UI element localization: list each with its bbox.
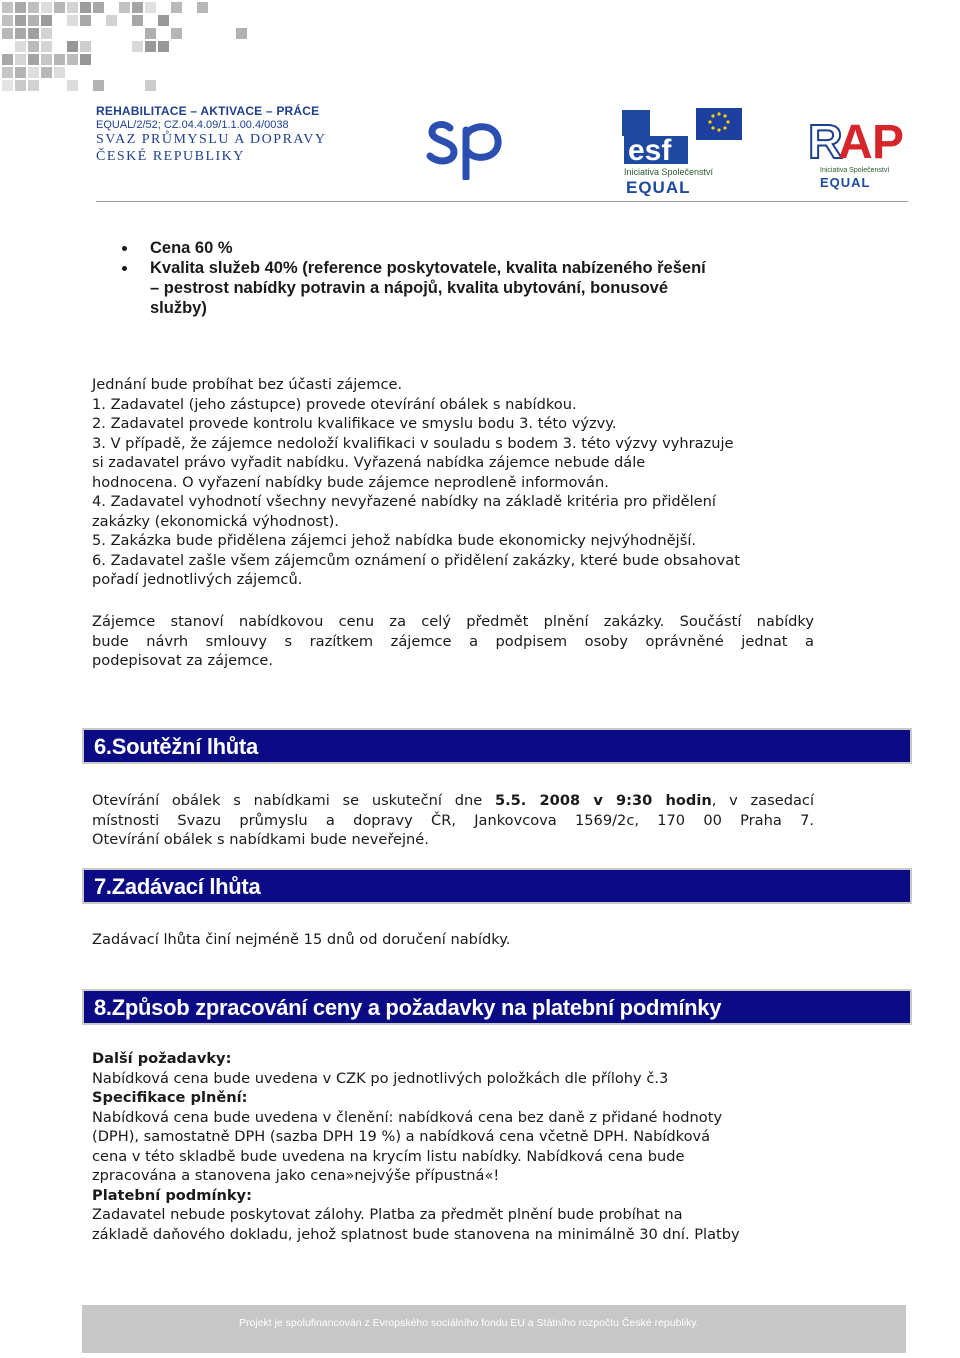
pixel-square [119,2,130,13]
bullet-icon [122,246,127,251]
svg-text:EQUAL: EQUAL [626,178,691,196]
organization-header [96,104,326,165]
pixel-square [93,80,104,91]
section-8-heading: 8.Způsob zpracování ceny a požadavky na platební podmínky [82,989,912,1025]
pixel-square [15,28,26,39]
pixel-square [2,80,13,91]
further-requirements-heading: Další požadavky: [92,1050,232,1067]
pixel-square [158,41,169,52]
esf-equal-logo-icon [622,106,746,196]
svg-text:P: P [872,116,905,169]
pixel-square [145,80,156,91]
pixel-square [80,54,91,65]
pixel-square [41,41,52,52]
pixel-square [67,80,78,91]
pixel-square [171,2,182,13]
pixel-square [2,54,13,65]
specification-heading: Specifikace plnění: [92,1089,248,1106]
pixel-square [132,15,143,26]
pixel-square [80,2,91,13]
procedure-text: Jednání bude probíhat bez účasti zájemce. 1. Zadavatel (jeho zástupce) provede otevírání obálek s nabídkou. 2. Zadavatel provede kontrolu kvalifikace ve smyslu bodu 3. této výzvy. 3. V případě, že zájemce nedoloží kvalifikaci v souladu s bodem 3. této výzvy vyhrazuje si zadavatel právo vyřadit nabídku. Vyřazená nabídka zájemce nebude dále hodnocena. O vyřazení nabídky bude zájemce neprodleně informován. 4. Zadavatel vyhodnotí všechny nevyřazené nabídky na základě kritéria pro přidělení zakázky (ekonomická výhodnost). 5. Zakázka bude přidělena zájemci jehož nabídka bude ekonomicky nejvýhodnější. 6. Zadavatel zašle všem zájemcům oznámení o přidělení zakázky, které bude obsahovat pořadí jednotlivých zájemců. [92,376,740,588]
project-name: REHABILITACE – AKTIVACE – PRÁCE [96,104,320,118]
pixel-square [67,15,78,26]
pixel-square [15,2,26,13]
pixel-square [2,28,13,39]
bullet-icon [122,266,127,271]
pixel-square [41,15,52,26]
pixel-square [28,80,39,91]
esf-subtext: Iniciativa Společenství [624,167,714,177]
section-7-text: Zadávací lhůta činí nejméně 15 dnů od doručení nabídky. [92,931,511,948]
pixel-square [236,28,247,39]
pixel-square [41,67,52,78]
project-code: EQUAL/2/52; CZ.04.4.09/1.1.00.4/0038 [96,119,289,131]
svg-text:esf: esf [628,134,672,167]
list-item: Kvalita služeb 40% (reference poskytovatele, kvalita nabízeného řešení – pestrost nabídky potravin a nápojů, kvalita ubytování, bonusové služby) [118,258,818,318]
pixel-square [28,28,39,39]
pixel-pattern-decoration [0,0,300,100]
pixel-square [15,41,26,52]
criteria-list [118,238,818,318]
pixel-square [41,28,52,39]
sp-logo-icon [424,110,508,180]
pixel-square [145,41,156,52]
pixel-square [54,54,65,65]
pixel-square [106,15,117,26]
header-divider [96,201,908,202]
pixel-square [67,54,78,65]
pixel-square [28,67,39,78]
payment-terms-heading: Platební podmínky: [92,1186,252,1204]
pixel-square [15,54,26,65]
pixel-square [145,28,156,39]
page-footer: Projekt je spolufinancován z Evropského sociálního fondu EU a Státního rozpočtu České republiky. [82,1305,906,1353]
pixel-square [28,15,39,26]
pixel-square [28,54,39,65]
pixel-square [158,15,169,26]
svg-text:Iniciativa Společenství: Iniciativa Společenství [820,167,890,174]
pixel-square [41,2,52,13]
pixel-square [80,41,91,52]
organization-name: SVAZ PRŮMYSLU A DOPRAVY [96,132,327,147]
rap-equal-logo-icon [806,106,912,192]
pixel-square [132,2,143,13]
pixel-square [171,28,182,39]
list-item: Cena 60 % [118,238,818,258]
pixel-square [80,15,91,26]
pixel-square [67,41,78,52]
pixel-square [132,41,143,52]
pixel-square [28,2,39,13]
organization-country: ČESKÉ REPUBLIKY [96,149,245,164]
pixel-square [15,67,26,78]
svg-text:R: R [808,116,843,169]
section-6-heading: 6.Soutěžní lhůta [82,728,912,764]
pixel-square [2,15,13,26]
pixel-square [41,54,52,65]
svg-text:EQUAL: EQUAL [820,175,871,190]
price-paragraph: Zájemce stanoví nabídkovou cenu za celý předmět plnění zakázky. Součástí nabídky bude návrh smlouvy s razítkem zájemce a podpisem osoby oprávněné jednat a podepisovat za zájemce. [92,613,814,669]
svg-text:A: A [838,116,873,169]
pixel-square [197,2,208,13]
pixel-square [2,2,13,13]
section-8-text: Další požadavky: Nabídková cena bude uvedena v CZK po jednotlivých položkách dle přílohy č.3 Specifikace plnění: Nabídková cena bude uvedena v členění: nabídková cena bez daně z přidané hodnoty (DPH), samostatně DPH (sazba DPH 19 %) a nabídková cena včetně DPH. Nabídková cena v této skladbě bude uvedena na krycím listu nabídky. Nabídková cena bude zpracována a stanovena jako cena»nejvýše přípustná«! Platební podmínky: Zadavatel nebude poskytovat zálohy. Platba za předmět plnění bude probíhat na základě daňového dokladu, jehož splatnost bude stanovena na minimálně 30 dní. Platby [92,1049,814,1244]
pixel-square [2,67,13,78]
pixel-square [145,2,156,13]
pixel-square [93,2,104,13]
section-7-heading: 7.Zadávací lhůta [82,868,912,904]
pixel-square [67,2,78,13]
pixel-square [15,80,26,91]
pixel-square [54,2,65,13]
pixel-square [54,67,65,78]
section-6-text: Otevírání obálek s nabídkami se uskuteční dne 5.5. 2008 v 9:30 hodin, v zasedací místnosti Svazu průmyslu a dopravy ČR, Jankovcova 1569/2c, 170 00 Praha 7. Otevírání obálek s nabídkami bude neveřejné. [92,792,814,848]
pixel-square [28,41,39,52]
pixel-square [15,15,26,26]
